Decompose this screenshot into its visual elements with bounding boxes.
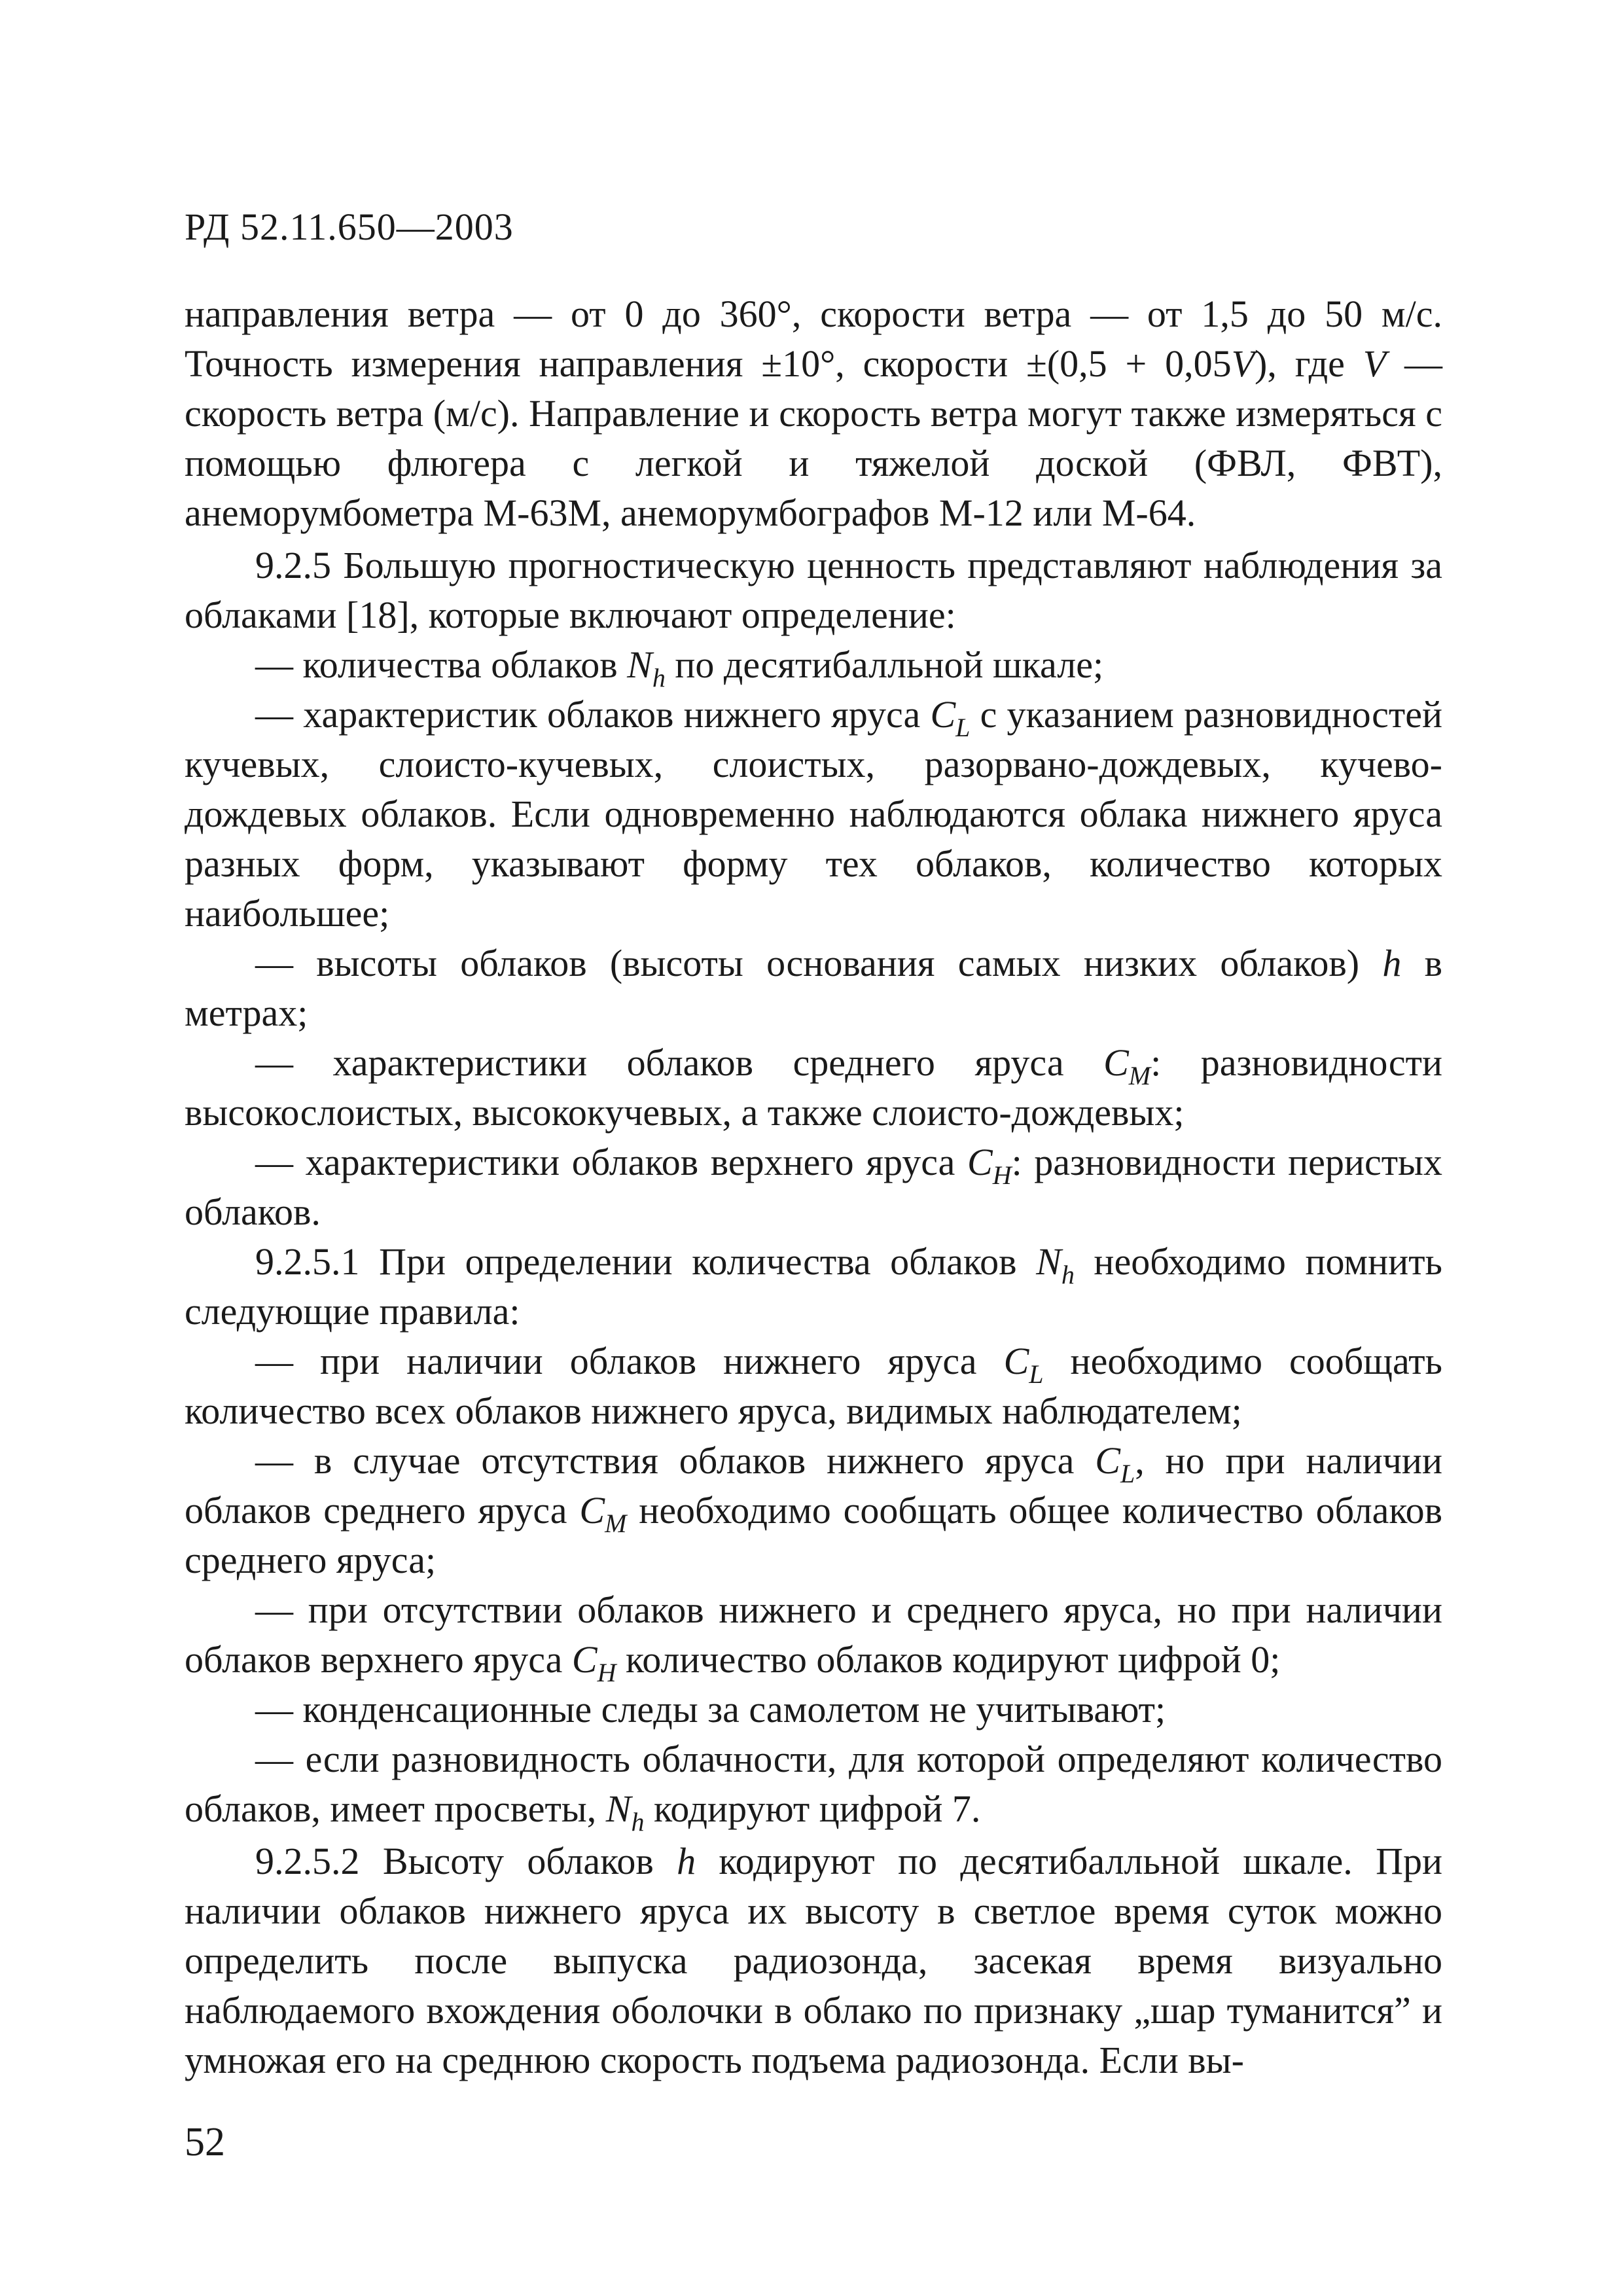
- rule-item-low-clouds: — при наличии облаков нижнего яруса $C_L$ необходимо сообщать количество всех облаков нижнего яруса, видимых наблюдателем;: [185, 1340, 1442, 1432]
- paragraph-9-2-5-2: 9.2.5.2 Высоту облаков h кодируют по десятибалльной шкале. При наличии облаков нижнего яруса их высоту в светлое время суток можно определить после выпуска радиозонда, засекая время визуально наблюдаемого вхождения оболочки в облако по признаку „шар туманится” и умножая его на среднюю скорость подъема радиозонда. Если вы-: [185, 1840, 1442, 2081]
- document-code: РД 52.11.650—2003: [185, 206, 514, 248]
- rule-item-gaps: — если разновидность облачности, для которой определяют количество облаков, имеет просветы, $N_h$ кодируют цифрой 7.: [185, 1738, 1442, 1837]
- page-number: 52: [185, 2120, 225, 2164]
- paragraph-9-2-5-1: 9.2.5.1 При определении количества облаков $N_h$ необходимо помнить следующие правила:: [185, 1240, 1442, 1333]
- paragraph-wind-measurement: направления ветра — от 0 до 360°, скорости ветра — от 1,5 до 50 м/с. Точность измерения направления ±10°, скорости ±(0,5 + 0,05V), где V — скорость ветра (м/с). Направление и скорость ветра могут также измеряться с помощью флюгера с легкой и тяжелой доской (ФВЛ, ФВТ), анеморумбометра М-63М, анеморумбографов М-12 или М-64.: [185, 293, 1442, 534]
- rule-item-contrails: — конденсационные следы за самолетом не учитывают;: [255, 1688, 1166, 1731]
- list-item-cloud-height: — высоты облаков (высоты основания самых низких облаков) h в метрах;: [185, 942, 1442, 1034]
- rule-item-high-clouds: — при отсутствии облаков нижнего и среднего яруса, но при наличии облаков верхнего яруса $C_H$ количество облаков кодируют цифрой 0;: [185, 1588, 1442, 1687]
- list-item-cloud-amount: — количества облаков $N_h$ по десятибалльной шкале;: [255, 643, 1104, 692]
- list-item-high-clouds: — характеристики облаков верхнего яруса $C_H$: разновидности перистых облаков.: [185, 1141, 1443, 1233]
- body-text: [185, 289, 1442, 2085]
- paragraph-9-2-5: 9.2.5 Большую прогностическую ценность представляют наблюдения за облаками [18], которые включают определение:: [185, 544, 1442, 636]
- rule-item-middle-clouds: — в случае отсутствия облаков нижнего яруса $C_L$, но при наличии облаков среднего яруса $C_M$ необходимо сообщать общее количество облаков среднего яруса;: [185, 1439, 1443, 1581]
- list-item-low-clouds: — характеристик облаков нижнего яруса $C_L$ с указанием разновидностей кучевых, слоисто-кучевых, слоистых, разорвано-дождевых, кучево-дождевых облаков. Если одновременно наблюдаются облака нижнего яруса разных форм, указывают форму тех облаков, количество которых наибольшее;: [185, 693, 1442, 935]
- list-item-middle-clouds: — характеристики облаков среднего яруса $C_M$: разновидности высокослоистых, высококучевых, а также слоисто-дождевых;: [185, 1041, 1442, 1134]
